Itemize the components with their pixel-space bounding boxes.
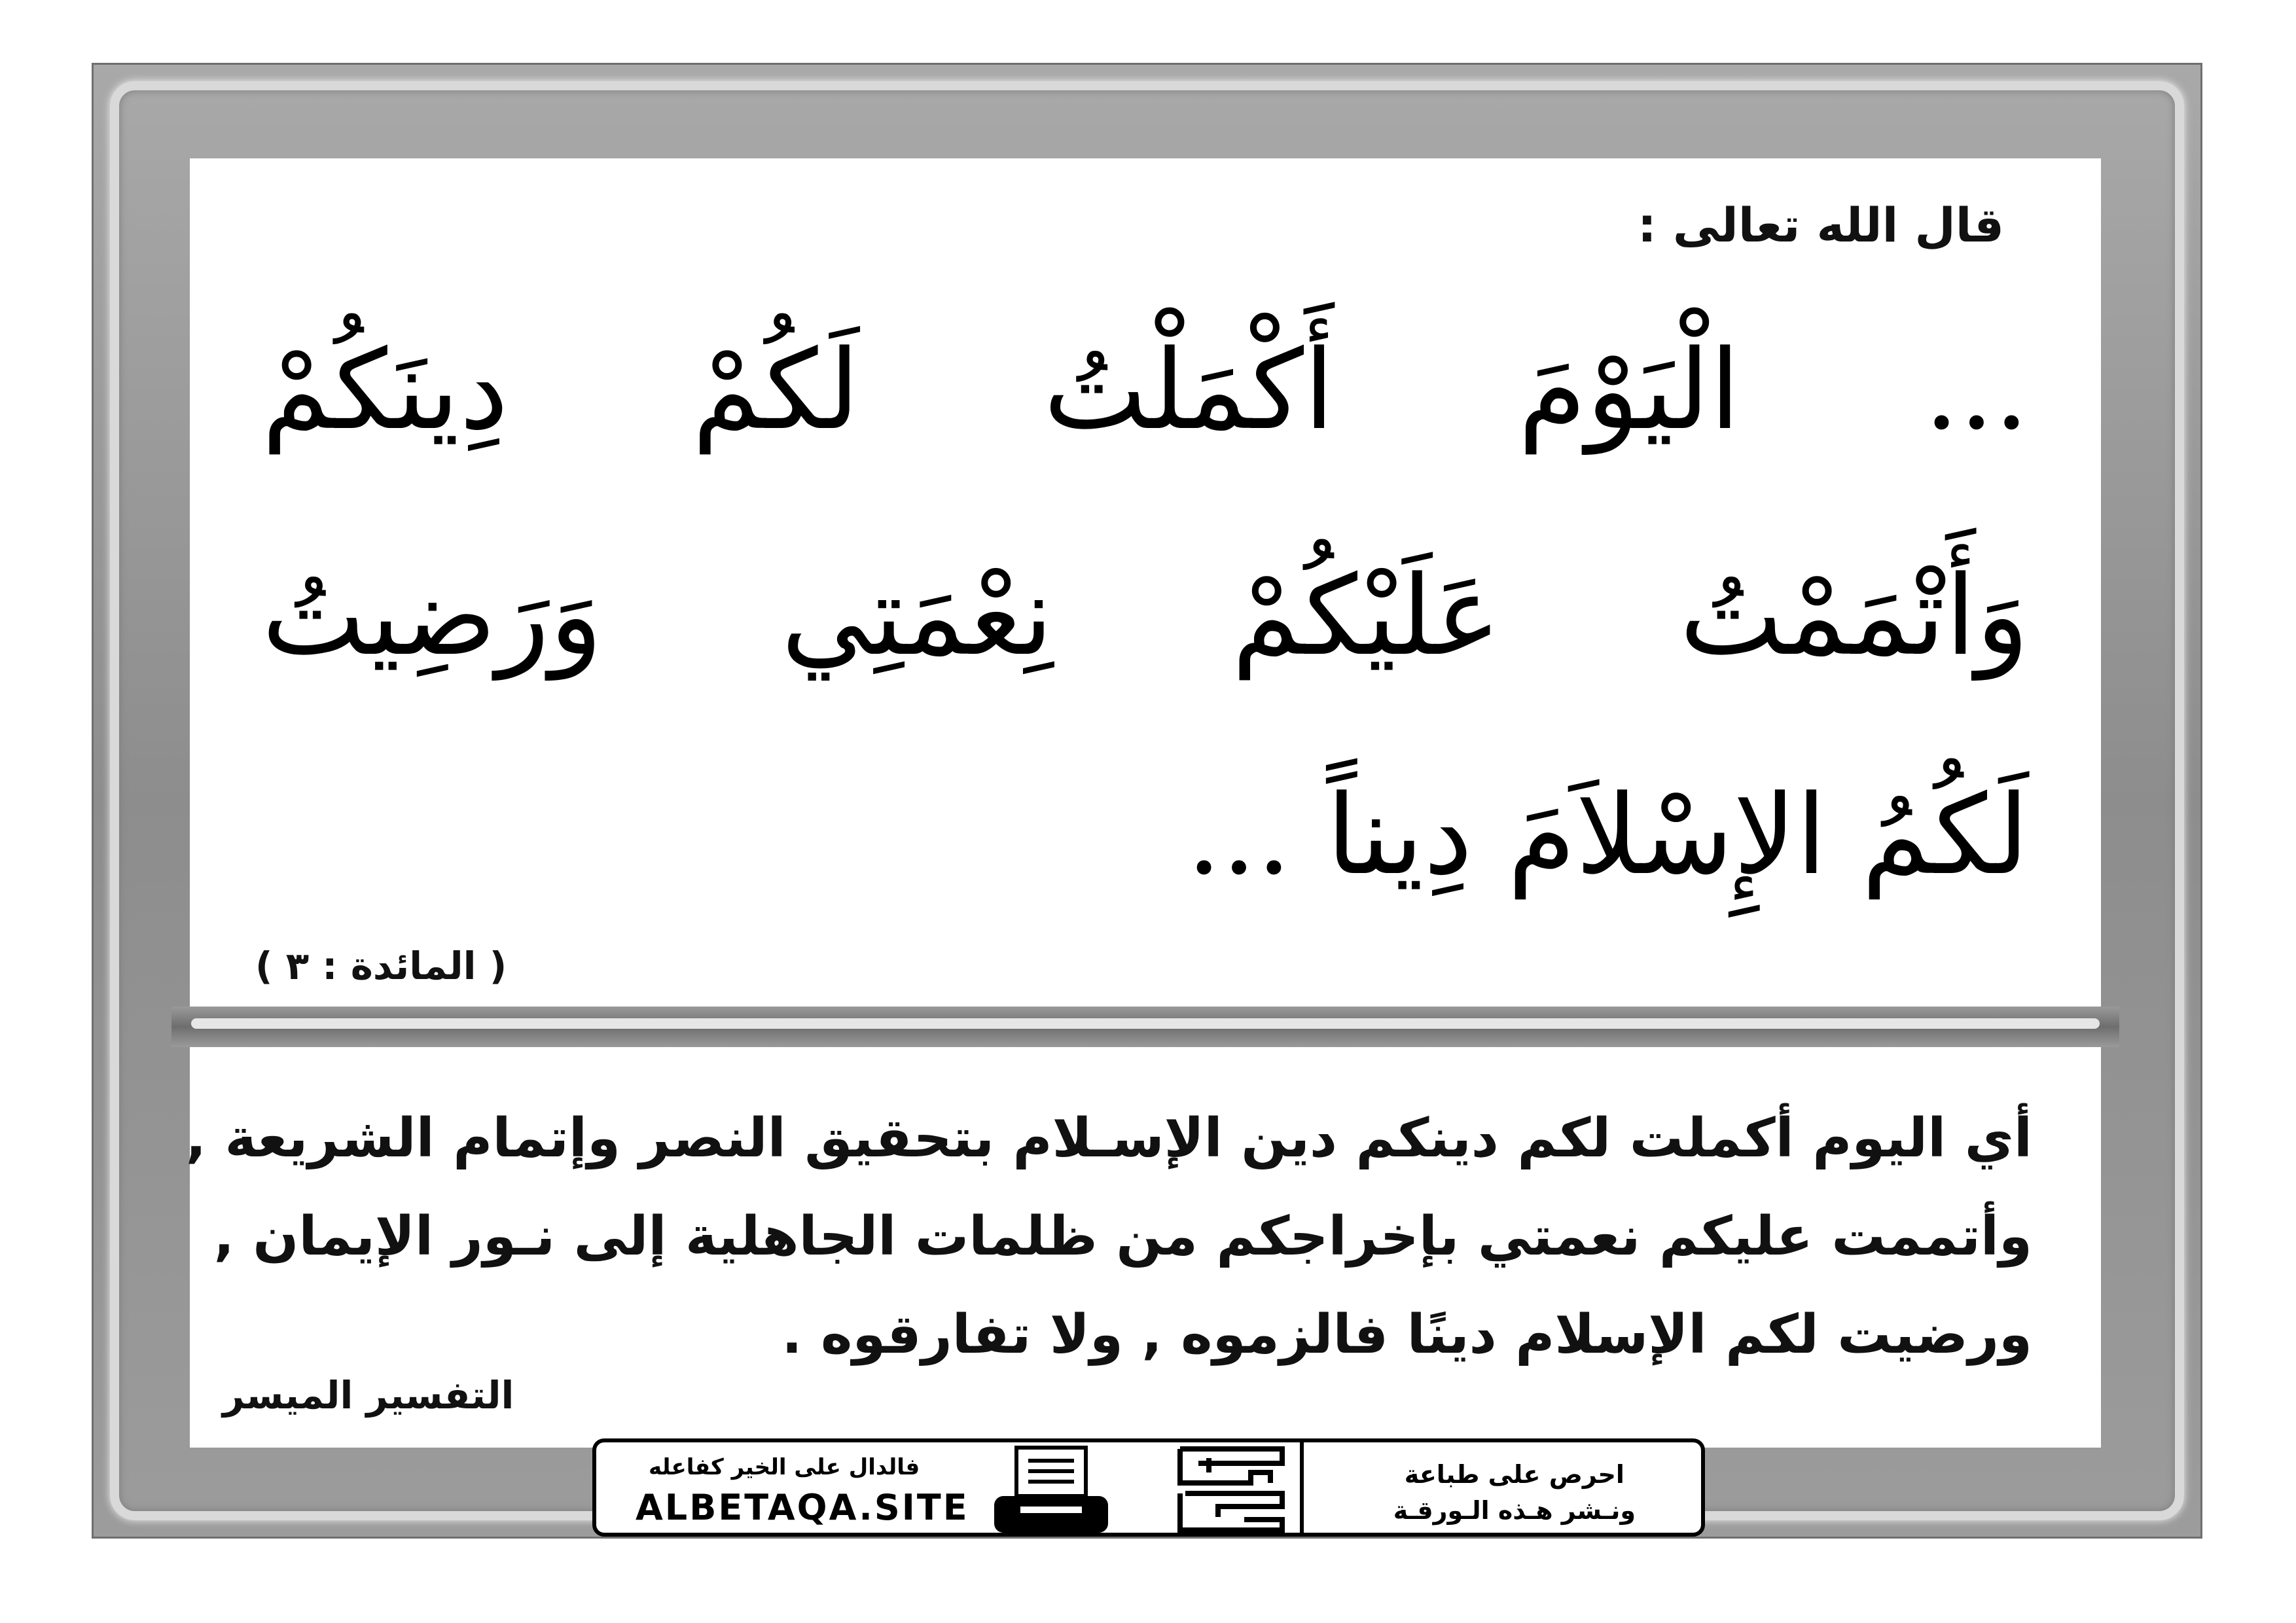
print-note-line-1: احرص على طباعة: [1404, 1460, 1624, 1489]
content-panel: [185, 158, 2101, 1448]
daawa-logo: [1172, 1444, 1290, 1535]
verse-line-1: ... الْيَوْمَ أَكْمَلْتُ لَكُمْ دِينَكُمْ: [262, 326, 2029, 454]
verse-line-3: لَكُمُ الإِسْلاَمَ دِيناً ...: [1186, 771, 2029, 899]
verse-line-2: وَأَتْمَمْتُ عَلَيْكُمْ نِعْمَتِي وَرَضِيتُ: [262, 552, 2029, 680]
print-note-line-2: ونـشر هـذه الـورقـة: [1393, 1496, 1636, 1525]
footer-separator: [1300, 1442, 1304, 1533]
footer-banner: [592, 1438, 1705, 1537]
surah-reference: ( المائدة : ٣ ): [255, 944, 507, 988]
tafsir-source: التفسير الميسر: [223, 1373, 514, 1418]
printer-icon: [989, 1445, 1113, 1537]
tafsir-line-1: أي اليوم أكملت لكم دينكم دين الإسـلام بتحقيق النصر وإتمام الشريعة ,: [185, 1107, 2032, 1169]
site-link[interactable]: ALBETAQA.SITE: [636, 1487, 969, 1528]
tafsir-line-3: ورضيت لكم الإسلام دينًا فالزموه , ولا تفارقوه .: [781, 1304, 2032, 1366]
footer-print-note: [1393, 1457, 1636, 1529]
divider-bar: [171, 1007, 2119, 1047]
tafsir-line-2: وأتممت عليكم نعمتي بإخراجكم من ظلمات الجاهلية إلى نـور الإيمان ,: [213, 1205, 2032, 1268]
intro-heading: قال الله تعالى :: [1637, 198, 2004, 253]
footer-caption: فالدال على الخير كفاعله: [649, 1454, 920, 1480]
